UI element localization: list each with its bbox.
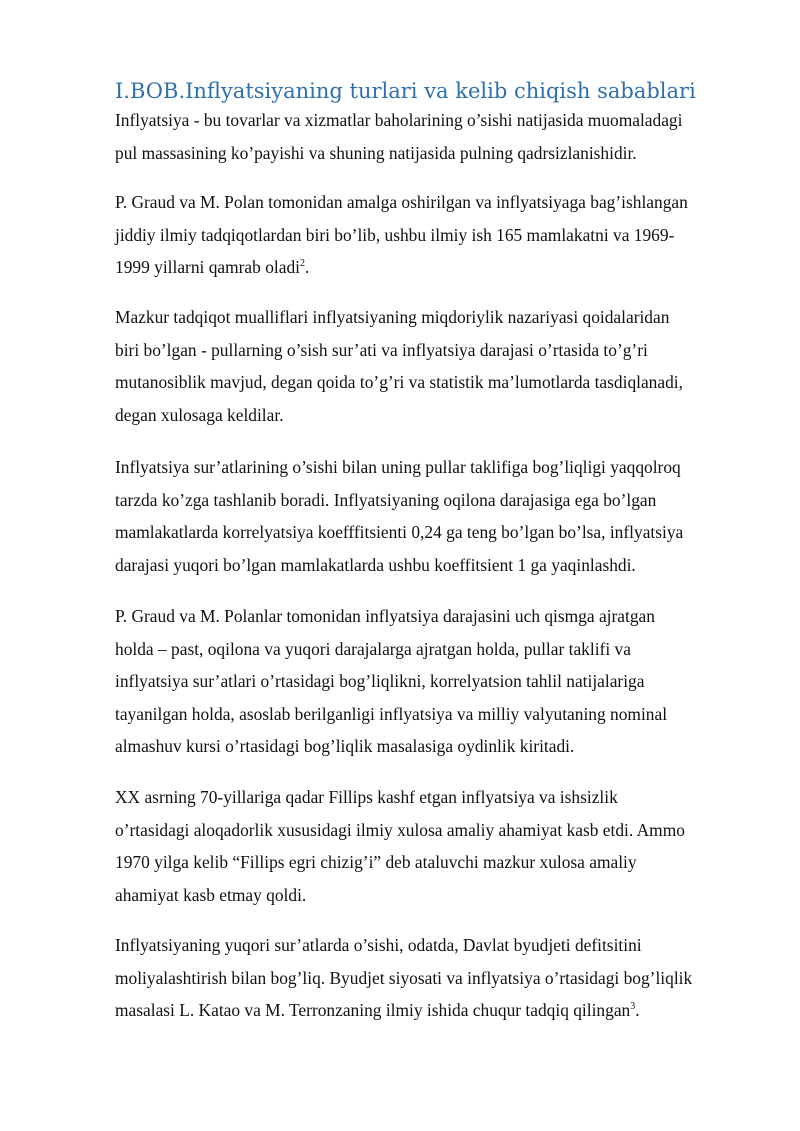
text-line: o’rtasidagi aloqadorlik xususidagi ilmiy xulosa amaliy ahamiyat kasb etdi. Ammo (115, 819, 685, 840)
text-line: darajasi yuqori bo’lgan mamlakatlarda ushbu koeffitsient 1 ga yaqinlashdi. (115, 554, 636, 575)
text-line: P. Graud va M. Polan tomonidan amalga oshirilgan va inflyatsiyaga bag’ishlangan (115, 192, 688, 212)
text-line: Mazkur tadqiqot mualliflari inflyatsiyaning miqdoriylik nazariyasi qoidalaridan (115, 307, 670, 327)
text-line: degan xulosaga keldilar. (115, 404, 284, 425)
text-line: Inflyatsiya - bu tovarlar va xizmatlar baholarining o’sishi natijasida muomaladagi (115, 110, 683, 130)
text-line-with-footnote (115, 994, 692, 1027)
paragraph-3 (115, 301, 683, 431)
text-line: tayanilgan holda, asoslab berilganligi inflyatsiya va milliy valyutaning nominal (115, 703, 668, 724)
paragraph-7 (115, 929, 692, 1027)
text-line: 1970 yilga kelib “Fillips egri chizig’i” deb ataluvchi mazkur xulosa amaliy (115, 852, 637, 872)
text-line: biri bo’lgan - pullarning o’sish sur’ati va inflyatsiya darajasi o’rtasida to’g’ri (115, 339, 648, 360)
sentence-end: . (304, 257, 310, 277)
text-fragment: 1999 yillarni qamrab oladi (115, 257, 300, 277)
text-line: jiddiy ilmiy tadqiqotlardan biri bo’lib, ushbu ilmiy ish 165 mamlakatni va 1969- (115, 224, 675, 245)
text-line: inflyatsiya sur’atlari o’rtasidagi bog’liqlikni, korrelyatsion tahlil natijalariga (115, 671, 645, 691)
footnote-reference[interactable]: 3 (630, 1001, 636, 1013)
text-line: holda – past, oqilona va yuqori darajalarga ajratgan holda, pullar taklifi va (115, 638, 631, 659)
text-line-with-footnote (115, 251, 688, 284)
text-line: Inflyatsiyaning yuqori sur’atlarda o’sishi, odatda, Davlat byudjeti defitsitini (115, 935, 642, 955)
paragraph-5 (115, 600, 667, 763)
text-line: tarzda ko’zga tashlanib boradi. Inflyatsiyaning oqilona darajasiga ega bo’lgan (115, 489, 657, 510)
text-line: P. Graud va M. Polanlar tomonidan inflyatsiya darajasini uch qismga ajratgan (115, 606, 655, 626)
paragraph-6 (115, 781, 685, 911)
paragraph-2 (115, 186, 688, 284)
footnote-reference[interactable]: 2 (299, 258, 305, 270)
text-line: ahamiyat kasb etmay qoldi. (115, 884, 307, 905)
text-line: mamlakatlarda korrelyatsiya koefffitsienti 0,24 ga teng bo’lgan bo’lsa, inflyatsiya (115, 522, 684, 542)
text-line: XX asrning 70-yillariga qadar Fillips kashf etgan inflyatsiya va ishsizlik (115, 787, 618, 807)
chapter-title: I.BOB.Inflyatsiyaning turlari va kelib chiqish sabablari (115, 79, 696, 103)
paragraph-1 (115, 104, 682, 169)
paragraph-4 (115, 451, 683, 581)
text-fragment: masalasi L. Katao va M. Terronzaning ilmiy ishida chuqur tadqiq qilingan (115, 1000, 631, 1020)
text-line: mutanosiblik mavjud, degan qoida to’g’ri va statistik ma’lumotlarda tasdiqlanadi, (115, 372, 683, 392)
text-line: pul massasining ko’payishi va shuning natijasida pulning qadrsizlanishidir. (115, 142, 637, 163)
text-line: moliyalashtirish bilan bog’liq. Byudjet siyosati va inflyatsiya o’rtasidagi bog’liqlik (115, 967, 693, 988)
text-line: almashuv kursi o’rtasidagi bog’liqlik masalasiga oydinlik kiritadi. (115, 736, 575, 756)
sentence-end: . (635, 1000, 640, 1020)
text-line: Inflyatsiya sur’atlarining o’sishi bilan uning pullar taklifiga bog’liqligi yaqqolroq (115, 457, 681, 477)
